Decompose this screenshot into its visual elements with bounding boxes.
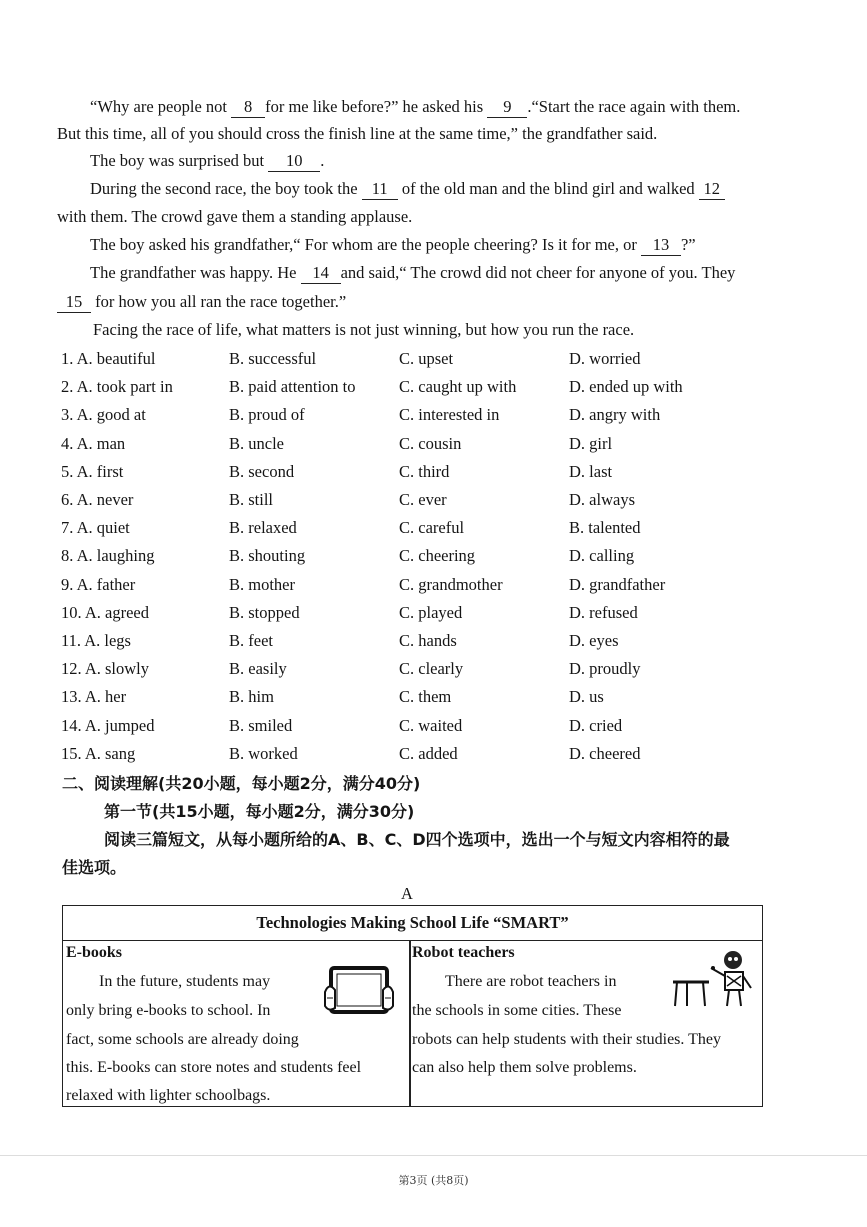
option-13-D[interactable]: D. us (569, 687, 604, 707)
option-3-A[interactable]: 3. A. good at (61, 405, 146, 425)
option-3-C[interactable]: C. interested in (399, 405, 500, 425)
option-1-D[interactable]: D. worried (569, 349, 641, 368)
option-11-C[interactable]: C. hands (399, 631, 457, 650)
option-15-A[interactable]: 15. A. sang (61, 743, 136, 763)
blank-12[interactable]: 12 (699, 179, 725, 200)
option-4-A[interactable]: 4. A. man (61, 433, 126, 453)
option-5-A[interactable]: 5. A. first (61, 461, 124, 481)
option-5-D[interactable]: D. last (569, 461, 613, 481)
ebooks-line: relaxed with lighter schoolbags. (66, 1087, 271, 1104)
option-2-B[interactable]: B. paid attention to (229, 377, 356, 397)
tech-table (62, 905, 763, 1107)
blank-8[interactable]: 8 (231, 97, 265, 118)
option-5-C[interactable]: C. third (399, 461, 450, 481)
blank-10[interactable]: 10 (268, 151, 320, 172)
option-8-D[interactable]: D. calling (569, 546, 635, 566)
robot-line: the schools in some cities. These (412, 1002, 622, 1019)
passage-line-8: 15 for how you all ran the race together.” (57, 292, 346, 313)
option-13-A[interactable]: 13. A. her (61, 687, 127, 707)
option-4-B[interactable]: B. uncle (229, 433, 284, 453)
passage-line-7: The grandfather was happy. He 14 and said,“ The crowd did not cheer for anyone of you. They (90, 263, 736, 282)
passage-line-6: The boy asked his grandfather,“ For whom are the people cheering? Is it for me, or 13 ?” (90, 235, 696, 254)
option-13-C[interactable]: C. them (399, 687, 452, 707)
robot-title: Robot teachers (412, 944, 515, 961)
option-2-D[interactable]: D. ended up with (569, 377, 683, 397)
option-5-B[interactable]: B. second (229, 461, 295, 481)
option-6-C[interactable]: C. ever (399, 490, 447, 509)
option-6-B[interactable]: B. still (229, 490, 274, 509)
option-7-D[interactable]: B. talented (569, 518, 641, 538)
option-9-D[interactable]: D. grandfather (569, 574, 666, 594)
option-9-A[interactable]: 9. A. father (61, 574, 136, 594)
option-3-B[interactable]: B. proud of (229, 405, 305, 425)
option-1-C[interactable]: C. upset (399, 349, 454, 368)
section-title: 二、阅读理解(共20小题，每小题2分，满分40分) (62, 774, 421, 793)
option-7-B[interactable]: B. relaxed (229, 518, 297, 538)
ebooks-title: E-books (66, 944, 123, 961)
option-14-A[interactable]: 14. A. jumped (61, 715, 155, 735)
passage-line-3: The boy was surprised but 10 . (90, 151, 325, 170)
option-8-B[interactable]: B. shouting (229, 546, 306, 566)
option-2-C[interactable]: C. caught up with (399, 377, 517, 397)
instructions-line-1: 阅读三篇短文，从每小题所给的A、B、C、D四个选项中，选出一个与短文内容相符的最 (104, 830, 730, 849)
option-2-A[interactable]: 2. A. took part in (61, 377, 173, 397)
option-6-A[interactable]: 6. A. never (61, 490, 134, 509)
passage-line-2: But this time, all of you should cross the finish line at the same time,” the grandfather said. (57, 124, 658, 143)
blank-9[interactable]: 9 (487, 97, 527, 118)
option-12-B[interactable]: B. easily (229, 659, 287, 679)
page-divider (0, 1155, 867, 1156)
robot-line: robots can help students with their studies. They (412, 1031, 721, 1048)
ebooks-line: only bring e-books to school. In (66, 1002, 271, 1019)
option-8-A[interactable]: 8. A. laughing (61, 546, 155, 566)
option-7-C[interactable]: C. careful (399, 518, 465, 538)
passage-letter: A (401, 884, 413, 903)
option-1-A[interactable]: 1. A. beautiful (61, 349, 156, 368)
option-14-D[interactable]: D. cried (569, 715, 623, 735)
option-11-B[interactable]: B. feet (229, 631, 273, 650)
instructions-line-2: 佳选项。 (62, 858, 127, 877)
passage-line-5: with them. The crowd gave them a standing applause. (57, 207, 413, 226)
blank-13[interactable]: 13 (641, 235, 681, 256)
option-4-C[interactable]: C. cousin (399, 433, 462, 453)
option-10-D[interactable]: D. refused (569, 602, 638, 622)
ebooks-line: In the future, students may (99, 973, 271, 990)
option-11-A[interactable]: 11. A. legs (61, 631, 131, 650)
option-9-B[interactable]: B. mother (229, 574, 295, 594)
option-9-C[interactable]: C. grandmother (399, 574, 503, 594)
page-footer: 第3页 (共8页) (398, 1174, 469, 1187)
option-7-A[interactable]: 7. A. quiet (61, 518, 130, 538)
option-11-D[interactable]: D. eyes (569, 631, 619, 650)
option-3-D[interactable]: D. angry with (569, 405, 661, 425)
option-10-C[interactable]: C. played (399, 602, 463, 622)
option-12-A[interactable]: 12. A. slowly (61, 659, 150, 679)
table-divider (409, 940, 411, 1106)
passage-line-4: During the second race, the boy took the 11 of the old man and the blind girl and walked 12 (90, 179, 725, 200)
option-15-B[interactable]: B. worked (229, 743, 298, 763)
option-15-C[interactable]: C. added (399, 743, 458, 763)
passage-line-9: Facing the race of life, what matters is not just winning, but how you run the race. (93, 320, 635, 339)
blank-15[interactable]: 15 (57, 292, 91, 313)
option-4-D[interactable]: D. girl (569, 433, 613, 453)
table-title: Technologies Making School Life “SMART” (63, 906, 762, 941)
ebook-tablet-icon (321, 964, 401, 1024)
robot-line: There are robot teachers in (445, 973, 617, 990)
option-1-B[interactable]: B. successful (229, 349, 317, 368)
option-13-B[interactable]: B. him (229, 687, 274, 707)
section-subtitle: 第一节(共15小题，每小题2分，满分30分) (104, 802, 415, 821)
option-15-D[interactable]: D. cheered (569, 743, 641, 763)
ebooks-line: fact, some schools are already doing (66, 1031, 299, 1048)
ebooks-line: this. E-books can store notes and students feel (66, 1059, 362, 1076)
option-8-C[interactable]: C. cheering (399, 546, 476, 566)
passage-line-1: “Why are people not 8 for me like before?” he asked his 9 .“Start the race again with them. (90, 97, 741, 116)
option-14-B[interactable]: B. smiled (229, 715, 293, 735)
option-12-D[interactable]: D. proudly (569, 659, 641, 679)
option-14-C[interactable]: C. waited (399, 715, 463, 735)
blank-11[interactable]: 11 (362, 179, 398, 200)
robot-teacher-icon (669, 948, 755, 1014)
option-10-B[interactable]: B. stopped (229, 602, 300, 622)
option-12-C[interactable]: C. clearly (399, 659, 464, 679)
option-10-A[interactable]: 10. A. agreed (61, 602, 149, 622)
robot-line: can also help them solve problems. (412, 1059, 637, 1076)
option-6-D[interactable]: D. always (569, 490, 635, 509)
blank-14[interactable]: 14 (301, 263, 341, 284)
